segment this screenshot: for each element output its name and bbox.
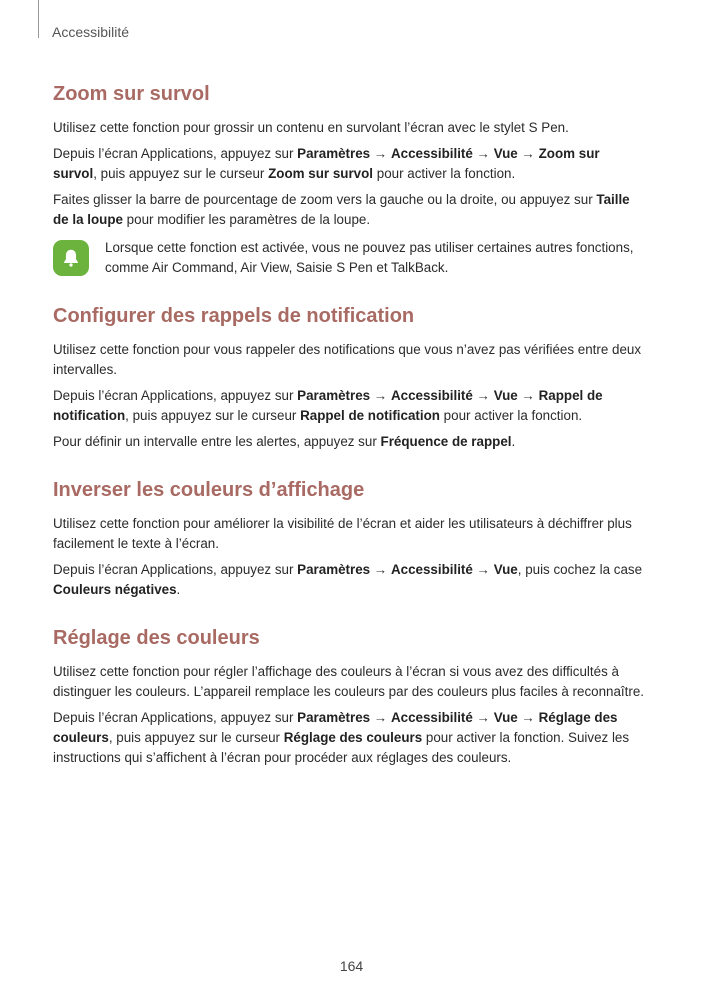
paragraph: Faites glisser la barre de pourcentage de zoom vers la gauche ou la droite, ou appuyez sur Taille de la loupe pour modifier les paramètres de la loupe.	[53, 192, 630, 227]
paragraph: Utilisez cette fonction pour vous rappeler des notifications que vous n’avez pas vérifiées entre deux intervalles.	[53, 342, 642, 377]
section-heading: Configurer des rappels de notification	[53, 305, 415, 327]
paragraph: Utilisez cette fonction pour grossir un contenu en survolant l’écran avec le stylet S Pen.	[53, 120, 569, 135]
page-header: Accessibilité	[52, 24, 130, 40]
paragraph: Pour définir un intervalle entre les alertes, appuyez sur Fréquence de rappel.	[53, 434, 516, 449]
header-rule	[38, 0, 39, 38]
paragraph: Depuis l’écran Applications, appuyez sur Paramètres → Accessibilité → Vue → Rappel de notification, puis appuyez sur le curseur Rappel de notification pour activer la fonction.	[53, 388, 603, 423]
section-heading: Réglage des couleurs	[53, 627, 260, 649]
section-heading: Inverser les couleurs d’affichage	[53, 479, 365, 501]
note-box	[53, 238, 645, 278]
section-zoom-hover	[53, 80, 645, 278]
paragraph: Depuis l’écran Applications, appuyez sur Paramètres → Accessibilité → Vue, puis cochez la case Couleurs négatives.	[53, 562, 643, 597]
section-color-adjustment	[53, 624, 645, 768]
paragraph: Depuis l’écran Applications, appuyez sur Paramètres → Accessibilité → Vue → Réglage des couleurs, puis appuyez sur le curseur Réglage des couleurs pour activer la fonction. Suivez les instructions qui s’affichent à l’écran pour procéder aux réglages des couleurs.	[53, 710, 630, 765]
bell-icon	[53, 240, 89, 276]
note-text: Lorsque cette fonction est activée, vous ne pouvez pas utiliser certaines autres fonctions, comme Air Command, Air View, Saisie S Pen et TalkBack.	[105, 240, 634, 275]
page-content	[53, 80, 645, 792]
paragraph: Utilisez cette fonction pour régler l’affichage des couleurs à l’écran si vous avez des difficultés à distinguer les couleurs. L’appareil remplace les couleurs par des couleurs plus faciles à reconnaître.	[53, 664, 644, 699]
paragraph: Utilisez cette fonction pour améliorer la visibilité de l’écran et aider les utilisateurs à déchiffrer plus facilement le texte à l’écran.	[53, 516, 632, 551]
page-number: 164	[339, 958, 364, 974]
section-invert-colors	[53, 476, 645, 600]
section-notification-reminders	[53, 302, 645, 452]
section-heading: Zoom sur survol	[53, 83, 210, 105]
paragraph: Depuis l’écran Applications, appuyez sur Paramètres → Accessibilité → Vue → Zoom sur survol, puis appuyez sur le curseur Zoom sur survol pour activer la fonction.	[53, 146, 600, 181]
